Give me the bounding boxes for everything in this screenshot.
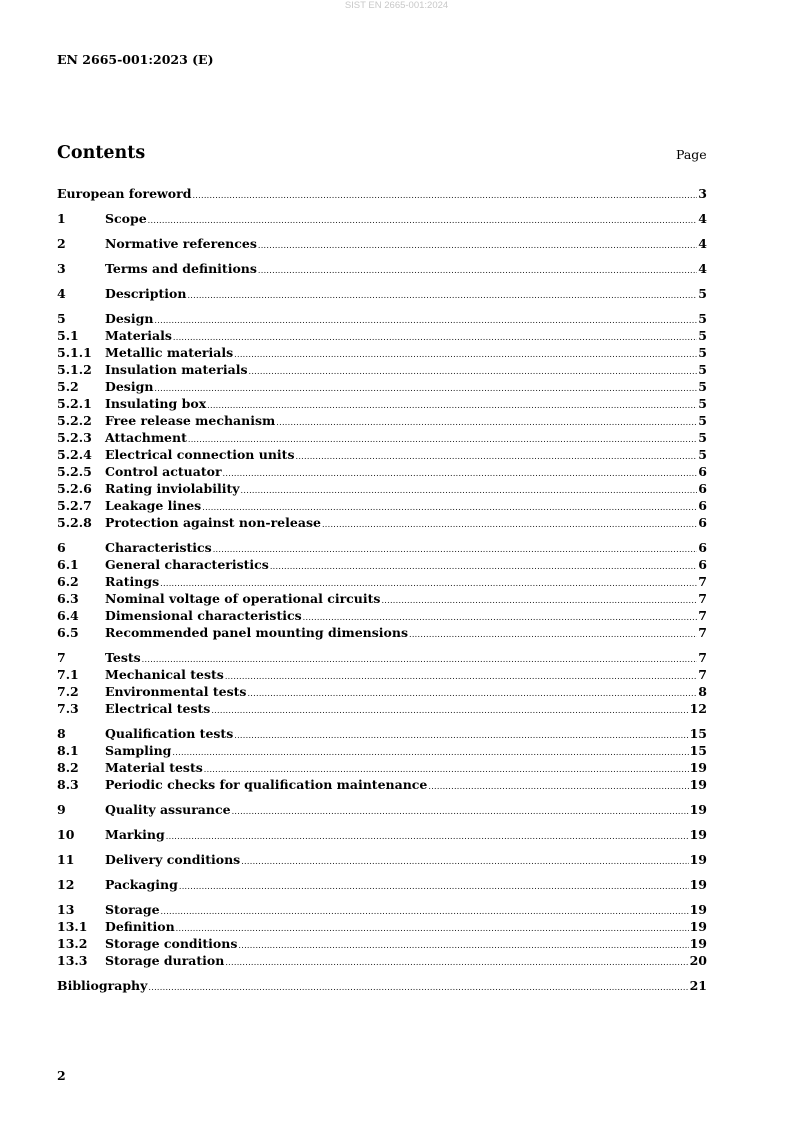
toc-entry-number: 5.2.1 [57, 396, 92, 411]
watermark: SIST EN 2665-001:2024 [344, 0, 449, 11]
toc-entry-number: 10 [57, 827, 75, 842]
toc-entry-page: 15 [689, 743, 707, 758]
dot-leader [322, 516, 697, 533]
toc-entry[interactable] [57, 776, 707, 793]
toc-entry-body [105, 700, 707, 719]
toc-entry-page: 5 [698, 362, 707, 377]
dot-leader [211, 702, 688, 719]
toc-entry-page: 19 [689, 936, 707, 951]
toc-entry-page: 6 [698, 464, 707, 479]
toc-entry-page: 4 [698, 236, 707, 251]
toc-entry-page: 6 [698, 481, 707, 496]
toc-entry-number: 5.2 [57, 379, 79, 394]
toc-entry-title: Scope [105, 211, 147, 226]
toc-entry[interactable] [57, 446, 707, 463]
toc-entry[interactable] [57, 327, 707, 344]
toc-entry-number: 5.2.3 [57, 430, 92, 445]
toc-entry-title: Qualification tests [105, 726, 234, 741]
toc-entry-number: 1 [57, 211, 66, 226]
toc-entry-title: Insulating box [105, 396, 207, 411]
toc-entry-page: 19 [689, 852, 707, 867]
toc-entry-title: Design [105, 379, 154, 394]
toc-entry-title: Tests [105, 650, 141, 665]
toc-entry[interactable] [57, 876, 707, 893]
toc-entry-number: 5.1.1 [57, 345, 92, 360]
toc-entry-title: Electrical connection units [105, 447, 295, 462]
dot-leader [148, 979, 688, 996]
toc-entry-number: 7.2 [57, 684, 79, 699]
toc-entry-page: 5 [698, 413, 707, 428]
toc-entry-body [105, 826, 707, 845]
toc-entry-page: 19 [689, 802, 707, 817]
dot-leader [409, 626, 697, 643]
toc-entry-page: 7 [698, 591, 707, 606]
toc-entry-page: 5 [698, 328, 707, 343]
toc-entry[interactable] [57, 556, 707, 573]
toc-entry-body [105, 260, 707, 279]
toc-entry-title: Bibliography [57, 978, 148, 993]
toc-entry[interactable] [57, 463, 707, 480]
page-number: 2 [57, 1068, 66, 1083]
toc-entry-title: Periodic checks for qualification maintenance [105, 777, 428, 792]
toc-entry-number: 3 [57, 261, 66, 276]
toc-entry[interactable] [57, 607, 707, 624]
toc-entry-body [105, 776, 707, 795]
toc-entry-body [105, 801, 707, 820]
toc-entry-title: Normative references [105, 236, 257, 251]
toc-entry-title: European foreword [57, 186, 192, 201]
dot-leader [192, 187, 697, 204]
toc-entry-title: Rating inviolability [105, 481, 240, 496]
toc-entry-page: 6 [698, 557, 707, 572]
toc-entry-number: 13 [57, 902, 75, 917]
dot-leader [166, 828, 689, 845]
toc-entry[interactable] [57, 977, 707, 994]
toc-entry-body [105, 851, 707, 870]
toc-entry-page: 15 [689, 726, 707, 741]
toc-entry-page: 19 [689, 902, 707, 917]
toc-entry-page: 5 [698, 345, 707, 360]
toc-entry-page: 6 [698, 498, 707, 513]
toc-entry-number: 13.3 [57, 953, 88, 968]
toc-entry-title: Mechanical tests [105, 667, 224, 682]
toc-entry-page: 4 [698, 261, 707, 276]
toc-entry[interactable] [57, 952, 707, 969]
toc-entry-page: 19 [689, 760, 707, 775]
toc-entry-title: Quality assurance [105, 802, 231, 817]
toc-entry[interactable] [57, 742, 707, 759]
dot-leader [241, 853, 688, 870]
table-of-contents [57, 185, 707, 994]
toc-entry-page: 4 [698, 211, 707, 226]
toc-entry-number: 5.2.8 [57, 515, 92, 530]
toc-entry[interactable] [57, 918, 707, 935]
toc-entry-number: 5.1.2 [57, 362, 92, 377]
toc-entry-page: 5 [698, 286, 707, 301]
toc-entry-number: 7.1 [57, 667, 79, 682]
toc-entry-title: Leakage lines [105, 498, 202, 513]
toc-entry-title: Storage [105, 902, 160, 917]
toc-entry-body [105, 235, 707, 254]
toc-entry-number: 8 [57, 726, 66, 741]
toc-entry-page: 19 [689, 877, 707, 892]
toc-entry-page: 7 [698, 650, 707, 665]
toc-entry[interactable] [57, 210, 707, 227]
toc-entry[interactable] [57, 378, 707, 395]
toc-entry-title: Environmental tests [105, 684, 247, 699]
toc-entry[interactable] [57, 310, 707, 327]
toc-entry-body [57, 185, 707, 204]
toc-entry[interactable] [57, 826, 707, 843]
toc-entry-title: General characteristics [105, 557, 269, 572]
toc-entry-title: Sampling [105, 743, 172, 758]
toc-entry-title: Materials [105, 328, 172, 343]
toc-entry-page: 5 [698, 430, 707, 445]
toc-entry-title: Dimensional characteristics [105, 608, 302, 623]
toc-entry-page: 5 [698, 396, 707, 411]
toc-entry[interactable] [57, 539, 707, 556]
toc-entry-page: 7 [698, 574, 707, 589]
toc-entry-number: 8.3 [57, 777, 79, 792]
toc-entry[interactable] [57, 497, 707, 514]
toc-entry-page: 6 [698, 540, 707, 555]
toc-entry-title: Metallic materials [105, 345, 234, 360]
document-id: EN 2665-001:2023 (E) [57, 52, 214, 67]
toc-entry-title: Storage duration [105, 953, 225, 968]
dot-leader [258, 237, 697, 254]
toc-entry-title: Delivery conditions [105, 852, 241, 867]
toc-entry[interactable] [57, 285, 707, 302]
toc-entry[interactable] [57, 361, 707, 378]
toc-entry-page: 5 [698, 311, 707, 326]
toc-entry-number: 8.1 [57, 743, 79, 758]
toc-entry-body [105, 624, 707, 643]
toc-entry[interactable] [57, 412, 707, 429]
toc-entry-title: Electrical tests [105, 701, 211, 716]
page-column-label: Page [676, 147, 707, 162]
toc-entry-page: 7 [698, 608, 707, 623]
toc-entry-page: 12 [689, 701, 707, 716]
toc-entry-number: 2 [57, 236, 66, 251]
toc-entry-page: 6 [698, 515, 707, 530]
toc-entry-number: 5.1 [57, 328, 79, 343]
toc-entry[interactable] [57, 590, 707, 607]
toc-entry-title: Marking [105, 827, 165, 842]
toc-entry-page: 21 [689, 978, 707, 993]
toc-entry-page: 20 [689, 953, 707, 968]
toc-entry-number: 7.3 [57, 701, 79, 716]
toc-entry[interactable] [57, 260, 707, 277]
toc-entry-title: Storage conditions [105, 936, 238, 951]
toc-entry-title: Packaging [105, 877, 178, 892]
toc-entry[interactable] [57, 683, 707, 700]
toc-entry-body [105, 285, 707, 304]
toc-entry-number: 4 [57, 286, 66, 301]
toc-entry[interactable] [57, 480, 707, 497]
toc-entry-title: Design [105, 311, 154, 326]
toc-entry[interactable] [57, 901, 707, 918]
toc-entry-number: 5.2.6 [57, 481, 92, 496]
toc-entry-body [105, 514, 707, 533]
toc-entry-number: 12 [57, 877, 75, 892]
toc-entry-title: Insulation materials [105, 362, 248, 377]
toc-entry-title: Definition [105, 919, 175, 934]
toc-entry[interactable] [57, 759, 707, 776]
toc-entry[interactable] [57, 851, 707, 868]
toc-entry-number: 6.5 [57, 625, 79, 640]
toc-entry-page: 19 [689, 919, 707, 934]
dot-leader [428, 778, 688, 795]
toc-entry-page: 5 [698, 379, 707, 394]
toc-entry-number: 7 [57, 650, 66, 665]
toc-entry-number: 8.2 [57, 760, 79, 775]
toc-entry-number: 13.1 [57, 919, 88, 934]
toc-entry[interactable] [57, 624, 707, 641]
toc-entry-title: Ratings [105, 574, 160, 589]
toc-entry-page: 19 [689, 777, 707, 792]
toc-entry-number: 5.2.4 [57, 447, 92, 462]
toc-entry-number: 6 [57, 540, 66, 555]
toc-entry-page: 19 [689, 827, 707, 842]
toc-entry-number: 6.4 [57, 608, 79, 623]
toc-entry[interactable] [57, 649, 707, 666]
toc-entry-title: Nominal voltage of operational circuits [105, 591, 381, 606]
toc-entry-page: 7 [698, 667, 707, 682]
toc-entry-title: Protection against non-release [105, 515, 321, 530]
toc-entry[interactable] [57, 344, 707, 361]
toc-entry[interactable] [57, 573, 707, 590]
dot-leader [187, 287, 697, 304]
dot-leader [225, 954, 688, 971]
toc-entry-page: 7 [698, 625, 707, 640]
toc-entry[interactable] [57, 801, 707, 818]
toc-entry[interactable] [57, 935, 707, 952]
toc-entry[interactable] [57, 185, 707, 202]
toc-entry-number: 13.2 [57, 936, 88, 951]
dot-leader [232, 803, 689, 820]
toc-entry-title: Terms and definitions [105, 261, 257, 276]
toc-entry-page: 8 [698, 684, 707, 699]
page-title: Contents [57, 143, 146, 163]
toc-entry[interactable] [57, 235, 707, 252]
toc-entry-number: 5.2.2 [57, 413, 92, 428]
toc-entry[interactable] [57, 666, 707, 683]
toc-entry-body [57, 977, 707, 996]
toc-entry[interactable] [57, 514, 707, 531]
toc-entry-number: 9 [57, 802, 66, 817]
toc-entry-number: 5.2.5 [57, 464, 92, 479]
toc-entry-title: Control actuator [105, 464, 222, 479]
dot-leader [148, 212, 698, 229]
toc-entry-page: 5 [698, 447, 707, 462]
toc-entry-number: 5.2.7 [57, 498, 92, 513]
toc-entry-number: 11 [57, 852, 75, 867]
toc-entry-body [105, 952, 707, 971]
toc-entry-number: 6.2 [57, 574, 79, 589]
dot-leader [179, 878, 689, 895]
toc-entry-body [105, 876, 707, 895]
toc-entry-number: 6.1 [57, 557, 79, 572]
toc-entry-title: Recommended panel mounting dimensions [105, 625, 408, 640]
toc-entry-page: 3 [698, 186, 707, 201]
toc-entry-title: Free release mechanism [105, 413, 276, 428]
toc-entry[interactable] [57, 725, 707, 742]
toc-entry[interactable] [57, 429, 707, 446]
toc-entry-title: Characteristics [105, 540, 212, 555]
toc-entry-title: Material tests [105, 760, 203, 775]
toc-entry-number: 5 [57, 311, 66, 326]
toc-entry-title: Attachment [105, 430, 187, 445]
toc-entry-title: Description [105, 286, 187, 301]
toc-entry[interactable] [57, 395, 707, 412]
toc-entry-number: 6.3 [57, 591, 79, 606]
dot-leader [258, 262, 697, 279]
toc-entry[interactable] [57, 700, 707, 717]
toc-entry-body [105, 210, 707, 229]
